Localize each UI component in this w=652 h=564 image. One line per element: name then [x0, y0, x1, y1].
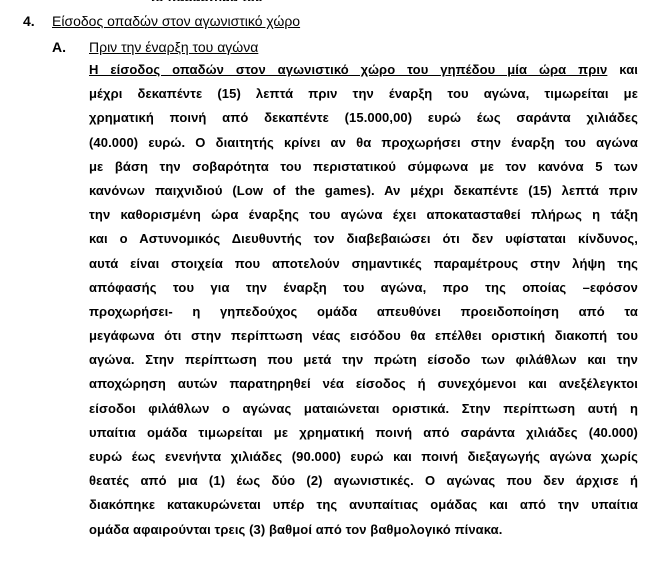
subsection-title: Πριν την έναρξη του αγώνα — [89, 39, 259, 55]
paragraph-line — [89, 61, 638, 85]
paragraph-body — [89, 61, 638, 545]
paragraph-line: αποχώρηση αυτών παρατηρηθεί νέα είσοδος ή συνεχόμενοι και ανεξέλεγκτοι — [89, 376, 638, 392]
paragraph-line: χρηματική ποινή από δεκαπέντε (15.000,00) ευρώ έως σαράντα χιλιάδες — [89, 110, 638, 126]
paragraph-line: με βάση την σοβαρότητα του περιστατικού σύμφωνα με τον κανόνα 5 των — [89, 158, 638, 174]
paragraph-line: μέχρι δεκαπέντε (15) λεπτά πριν την έναρξη του αγώνα, τιμωρείται με — [89, 86, 638, 102]
paragraph-line-text: και — [607, 62, 638, 77]
paragraph-line: απόφασής του για την έναρξη του αγώνα, προ της οποίας –εφόσον — [89, 279, 638, 295]
paragraph-underlined-start: Η είσοδος οπαδών στον αγωνιστικό χώρο του γηπέδου μία ώρα πριν — [89, 62, 608, 77]
paragraph-line: ευρώ έως ενενήντα χιλιάδες (90.000) ευρώ και ποινή διεξαγωγής αγώνα χωρίς — [89, 449, 638, 464]
paragraph-line: θεατές από μια (1) έως δύο (2) αγωνιστικές. Ο αγώνας που δεν άρχισε ή — [89, 473, 638, 489]
paragraph-line: (40.000) ευρώ. Ο διαιτητής κρίνει αν θα προχωρήσει στην έναρξη του αγώνα — [89, 134, 638, 150]
section-number: 4. — [23, 13, 35, 29]
paragraph-line: διακόπηκε κατακυρώνεται υπέρ της ανυπαίτιας ομάδας και από την υπαίτια — [89, 497, 638, 513]
paragraph-line: προχωρήσει- η γηπεδούχος ομάδα απευθύνει προειδοποίηση από τα — [89, 303, 638, 319]
paragraph-line: κανόνων παιχνιδιού (Low of the games). Αν μέχρι δεκαπέντε (15) λεπτά πριν — [89, 182, 638, 198]
section-title: Είσοδος οπαδών στον αγωνιστικό χώρο — [52, 13, 301, 29]
previous-page-fragment — [150, 0, 290, 1]
paragraph-line: την καθορισμένη ώρα έναρξης του αγώνα έχει αποκατασταθεί πλήρως η τάξη — [89, 207, 638, 223]
paragraph-line: αγώνα. Στην περίπτωση που μετά την πρώτη είσοδο των φιλάθλων και την — [89, 352, 638, 368]
paragraph-line: μεγάφωνα ότι στην περίπτωση νέας εισόδου θα επέλθει οριστική διακοπή του — [89, 328, 638, 344]
paragraph-line: και ο Αστυνομικός Διευθυντής τον διαβεβαιώσει ότι δεν υφίσταται κίνδυνος, — [89, 231, 638, 247]
paragraph-line: υπαίτια ομάδα τιμωρείται με χρηματική ποινή από σαράντα χιλιάδες (40.000) — [89, 424, 638, 440]
paragraph-line: αυτά είναι στοιχεία που αποτελούν σημαντικές παραμέτρους στην λήψη της — [89, 255, 638, 271]
paragraph-line: ομάδα αφαιρούνται τρεις (3) βαθμοί από τον βαθμολογικό πίνακα. — [89, 521, 503, 537]
paragraph-line: είσοδοι φιλάθλων ο αγώνας ματαιώνεται οριστικά. Στην περίπτωση αυτή η — [89, 400, 638, 416]
subsection-letter: Α. — [52, 39, 66, 55]
